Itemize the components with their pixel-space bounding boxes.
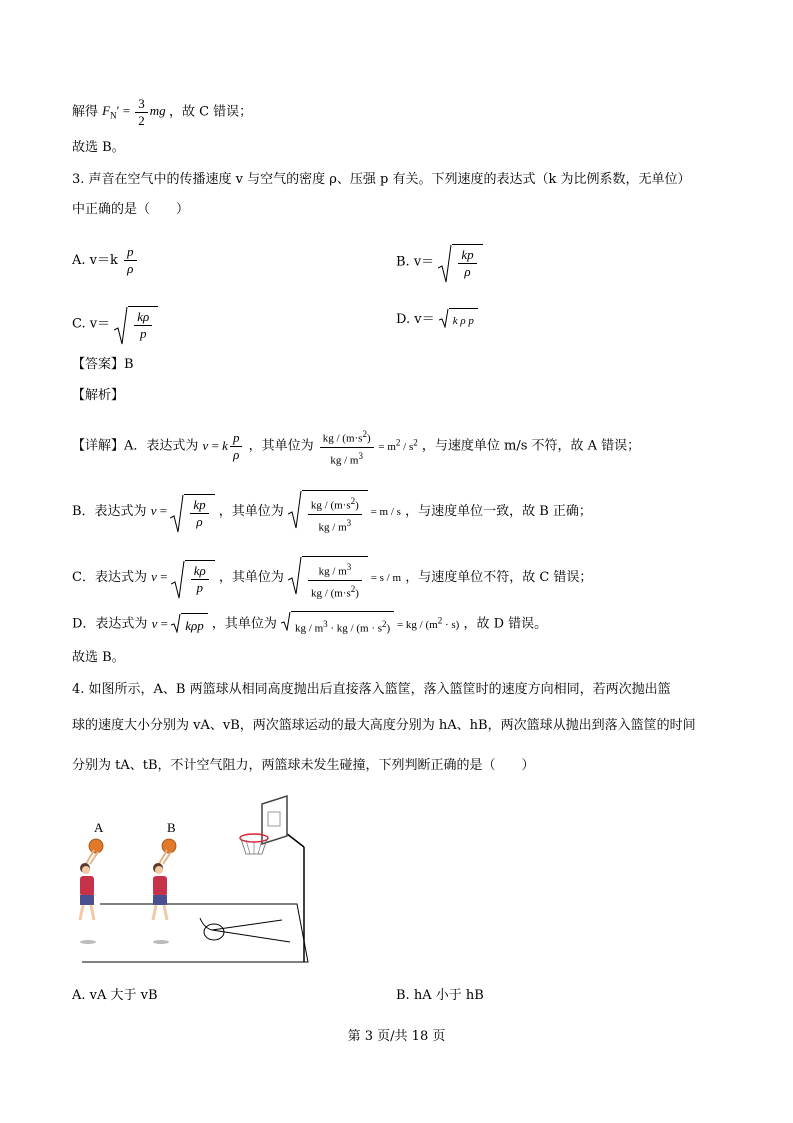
formula-v-eq-kp-rho: v = k $\frac{p}{\rho}$ (203, 438, 245, 453)
detail-d-text3: ，故 D 错误。 (463, 616, 548, 632)
q4-stem-line1: 4. 如图所示，A、B 两篮球从相同高度抛出后直接落入篮筐，落入篮筐时的速度方向相同，若两次抛出篮 (72, 682, 671, 697)
unit-b: $\frac{kg / (m\cdot s^2)}{kg / m^3}$ = m / s (288, 506, 401, 518)
detail-d-text1: D．表达式为 (72, 616, 148, 632)
unit-a: $\frac{kg / (m\cdot s^2)}{kg / m^3}$ = $m^2 / s^2$ (318, 441, 418, 453)
q3-option-b-label: B. v＝ (396, 254, 435, 270)
formula-v-eq-sqrt-krho-p: v = $\frac{k\rho}{p}$ (151, 569, 215, 584)
prev-solve-line (72, 96, 252, 129)
detail-c-text2: ，其单位为 (218, 570, 284, 586)
unit-c: $\frac{kg / m^3}{kg / (m\cdot s^2)}$ = s / m (288, 572, 401, 584)
formula-fn: $F_N'$ = $\frac{3}{2}$ mg (102, 96, 166, 128)
detail-d-text2: ，其单位为 (211, 616, 277, 632)
prev-conclusion: 故选 B。 (72, 140, 125, 155)
formula-sqrt-krhop: k ρ p (439, 308, 478, 331)
q3-stem-line2: 中正确的是（ ） (72, 202, 190, 217)
formula-sqrt-kp-over-rho: $\frac{kp}{\rho}$ (438, 244, 482, 280)
detail-c-text1: C．表达式为 (72, 570, 147, 586)
formula-v-eq-sqrt-kp-rho: v = $\frac{kp}{\rho}$ (151, 503, 215, 518)
detail-a-text3: ，与速度单位 m/s 不符，故 A 错误； (421, 438, 641, 454)
q3-detail-b (72, 490, 592, 535)
formula-p-over-rho: $\frac{p}{\rho}$ (124, 244, 137, 277)
q3-stem-line1: 3. 声音在空气中的传播速度 v 与空气的密度 ρ、压强 p 有关。下列速度的表达式（k 为比例系数，无单位） (72, 172, 691, 187)
detail-b-text3: ，与速度单位一致，故 B 正确； (405, 504, 592, 520)
q3-detail-d (72, 610, 547, 639)
player-a-icon (80, 839, 103, 944)
detail-b-text2: ，其单位为 (218, 504, 284, 520)
detail-c-text3: ，与速度单位不符，故 C 错误； (405, 570, 593, 586)
q3-option-b (396, 244, 483, 280)
q3-option-a (72, 244, 139, 277)
q4-option-a: A. vA 大于 vB (72, 988, 158, 1003)
q3-analysis-tag: 【解析】 (72, 388, 125, 403)
player-b-icon (153, 839, 176, 944)
q3-detail-c (72, 556, 592, 601)
q3-conclusion: 故选 B。 (72, 650, 125, 665)
q3-option-c (72, 306, 158, 342)
detail-a-text2: ，其单位为 (248, 438, 314, 454)
prev-solve-prefix: 解得 (72, 104, 99, 120)
formula-sqrt-krho-over-p: $\frac{k\rho}{p}$ (114, 306, 158, 342)
basketball-court-illustration (72, 792, 322, 972)
q4-stem-line2: 球的速度大小分别为 vA、vB，两次篮球运动的最大高度分别为 hA、hB，两次篮球从抛出到落入篮筐的时间 (72, 718, 696, 733)
q4-option-b: B. hA 小于 hB (396, 988, 484, 1003)
q3-option-d (396, 308, 478, 331)
prev-solve-suffix: ，故 C 错误； (168, 104, 253, 120)
q3-answer-tag: 【答案】B (72, 357, 134, 372)
q3-option-a-label: A. v＝k (72, 253, 118, 268)
q4-stem-line3: 分别为 tA、tB，不计空气阻力，两篮球未发生碰撞，下列判断正确的是（ ） (72, 758, 535, 773)
page-footer: 第 3 页/共 18 页 (347, 1029, 446, 1044)
detail-a-text1: 【详解】A．表达式为 (72, 438, 199, 454)
q3-option-c-label: C. v＝ (72, 316, 111, 332)
detail-b-text1: B．表达式为 (72, 504, 147, 520)
q3-detail-a (72, 426, 640, 468)
formula-v-eq-sqrt-krhop: v = kρp (152, 616, 208, 631)
unit-d: kg / $m^3$ · kg / $(m \cdot s^2)$ = kg / $(m^2 \cdot s)$ (281, 619, 459, 631)
label-b: B (167, 820, 176, 835)
basketball-figure (72, 792, 322, 976)
q3-option-d-label: D. v＝ (396, 312, 435, 327)
label-a: A (94, 820, 104, 835)
